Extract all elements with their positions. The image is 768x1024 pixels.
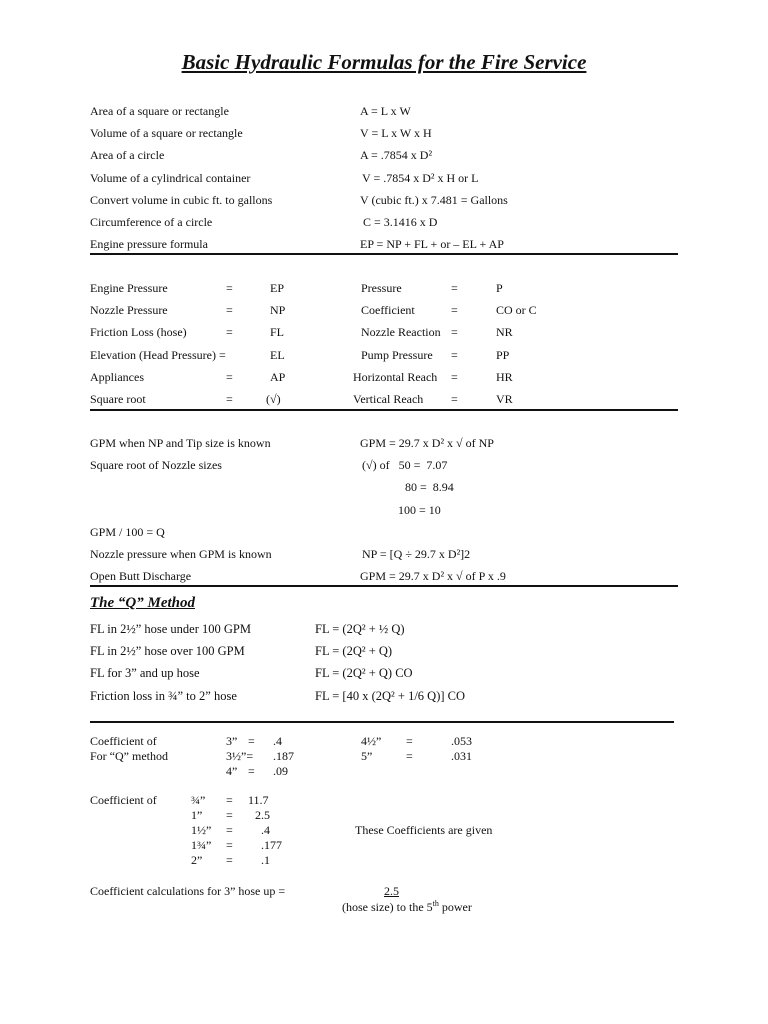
hose-size: 3½”= (226, 749, 254, 763)
coefficient-label: For “Q” method (90, 749, 168, 763)
hose-size: 1½” (191, 823, 212, 837)
coefficient-equals: = (226, 823, 233, 837)
coefficient-equals: = (406, 749, 413, 763)
calculation-denominator (342, 901, 472, 913)
formula-label: Engine pressure formula (90, 237, 208, 251)
formula-value: V = .7854 x D² x H or L (362, 171, 479, 185)
np-formula: NP = [Q ÷ 29.7 x D²]2 (362, 547, 471, 561)
coefficient-value: .187 (273, 749, 294, 763)
coefficient-value: .177 (261, 838, 282, 852)
coefficient-equals: = (226, 853, 233, 867)
coefficient-equals: = (226, 808, 233, 822)
formula-value: EP = NP + FL + or – EL + AP (360, 237, 504, 251)
formula-value: V (cubic ft.) x 7.481 = Gallons (360, 193, 508, 207)
formula-label: Volume of a square or rectangle (90, 126, 243, 140)
coefficient-label: Coefficient of (90, 734, 157, 748)
obd-formula: GPM = 29.7 x D² x √ of P x .9 (360, 569, 506, 583)
abbr-code: PP (496, 348, 510, 362)
coefficient-value: .031 (451, 749, 472, 763)
q-method-formula: FL = (2Q² + Q) (315, 644, 393, 658)
coefficient-value: .4 (261, 823, 270, 837)
abbr-term: Pump Pressure (361, 348, 433, 362)
hose-size: ¾” (191, 793, 206, 807)
hose-size: 1¾” (191, 838, 212, 852)
hose-size: 3” (226, 734, 238, 748)
q-definition: GPM / 100 = Q (90, 525, 165, 539)
abbr-equals: = (451, 303, 458, 317)
formula-value: A = L x W (360, 104, 411, 118)
sqrt-value: 100 = 10 (398, 503, 441, 517)
section-divider (90, 253, 678, 255)
q-method-formula: FL = [40 x (2Q² + 1/6 Q)] CO (315, 689, 466, 703)
formula-label: Area of a circle (90, 148, 165, 162)
q-method-label: FL in 2½” hose under 100 GPM (90, 622, 251, 636)
section-divider (90, 409, 678, 411)
formula-label: Area of a square or rectangle (90, 104, 229, 118)
abbr-term: Coefficient (361, 303, 415, 317)
abbr-term: Square root (90, 392, 146, 406)
denominator-superscript: th (432, 899, 439, 908)
abbr-equals: = (226, 370, 233, 384)
formula-value: V = L x W x H (360, 126, 432, 140)
abbr-term: Appliances (90, 370, 144, 384)
q-method-formula: FL = (2Q² + Q) CO (315, 666, 413, 680)
page-title: Basic Hydraulic Formulas for the Fire Service (181, 50, 587, 74)
coefficient-equals: = (226, 793, 233, 807)
hose-size: 2” (191, 853, 203, 867)
abbr-code: EL (270, 348, 285, 362)
abbr-code: NR (496, 325, 513, 339)
abbr-equals: = (226, 392, 233, 406)
abbr-code: P (496, 281, 503, 295)
abbr-term: Horizontal Reach (353, 370, 438, 384)
coefficient-value: .09 (273, 764, 288, 778)
abbr-term: Friction Loss (hose) (90, 325, 187, 339)
coefficient-label: Coefficient of (90, 793, 157, 807)
coefficient-equals: = (248, 764, 255, 778)
abbr-code: HR (496, 370, 513, 384)
abbr-equals: = (451, 370, 458, 384)
formula-value: C = 3.1416 x D (363, 215, 438, 229)
coefficients-note: These Coefficients are given (355, 823, 493, 837)
q-method-label: FL for 3” and up hose (90, 666, 200, 680)
q-method-label: Friction loss in ¾” to 2” hose (90, 689, 237, 703)
sqrt-value: 80 = 8.94 (405, 480, 454, 494)
abbr-equals: = (451, 325, 458, 339)
coefficient-value: 11.7 (248, 793, 269, 807)
coefficient-value: .053 (451, 734, 472, 748)
abbr-term: Engine Pressure (90, 281, 168, 295)
q-method-label: FL in 2½” hose over 100 GPM (90, 644, 245, 658)
abbr-code: AP (270, 370, 286, 384)
calculation-label: Coefficient calculations for 3” hose up = (90, 884, 286, 898)
q-method-heading: The “Q” Method (90, 595, 195, 611)
coefficient-equals: = (248, 734, 255, 748)
abbr-equals: = (226, 325, 233, 339)
abbr-equals: = (226, 303, 233, 317)
np-label: Nozzle pressure when GPM is known (90, 547, 272, 561)
sqrt-label: Square root of Nozzle sizes (90, 458, 222, 472)
abbr-equals: = (451, 281, 458, 295)
abbr-code: FL (270, 325, 285, 339)
abbr-code: CO or C (496, 303, 537, 317)
coefficient-value: 2.5 (255, 808, 270, 822)
abbr-code: (√) (266, 392, 281, 406)
gpm-label: GPM when NP and Tip size is known (90, 436, 271, 450)
calculation-numerator: 2.5 (384, 884, 399, 898)
abbr-equals: = (451, 348, 458, 362)
gpm-formula: GPM = 29.7 x D² x √ of NP (360, 436, 494, 450)
section-divider (90, 585, 678, 587)
hose-size: 4½” (361, 734, 382, 748)
hose-size: 4” (226, 764, 238, 778)
formula-value: A = .7854 x D² (360, 148, 433, 162)
abbr-term: Vertical Reach (353, 392, 424, 406)
coefficient-value: .1 (261, 853, 270, 867)
formula-label: Volume of a cylindrical container (90, 171, 251, 185)
coefficient-equals: = (226, 838, 233, 852)
abbr-code: EP (270, 281, 285, 295)
abbr-equals: = (451, 392, 458, 406)
coefficient-equals: = (406, 734, 413, 748)
abbr-term: Nozzle Pressure (90, 303, 168, 317)
abbr-code: NP (270, 303, 286, 317)
abbr-term: Nozzle Reaction (361, 325, 441, 339)
formula-label: Circumference of a circle (90, 215, 213, 229)
abbr-equals: = (226, 281, 233, 295)
coefficient-value: .4 (273, 734, 282, 748)
denominator-suffix: power (438, 900, 472, 914)
formula-label: Convert volume in cubic ft. to gallons (90, 193, 273, 207)
abbr-term: Elevation (Head Pressure) = (90, 348, 226, 362)
hose-size: 5” (361, 749, 373, 763)
section-divider (90, 721, 674, 723)
hose-size: 1” (191, 808, 203, 822)
denominator-text: (hose size) to the 5 (342, 900, 433, 914)
abbr-term: Pressure (361, 281, 402, 295)
q-method-formula: FL = (2Q² + ½ Q) (315, 622, 405, 636)
sqrt-value: (√) of 50 = 7.07 (362, 458, 448, 472)
abbr-code: VR (496, 392, 513, 406)
obd-label: Open Butt Discharge (90, 569, 192, 583)
